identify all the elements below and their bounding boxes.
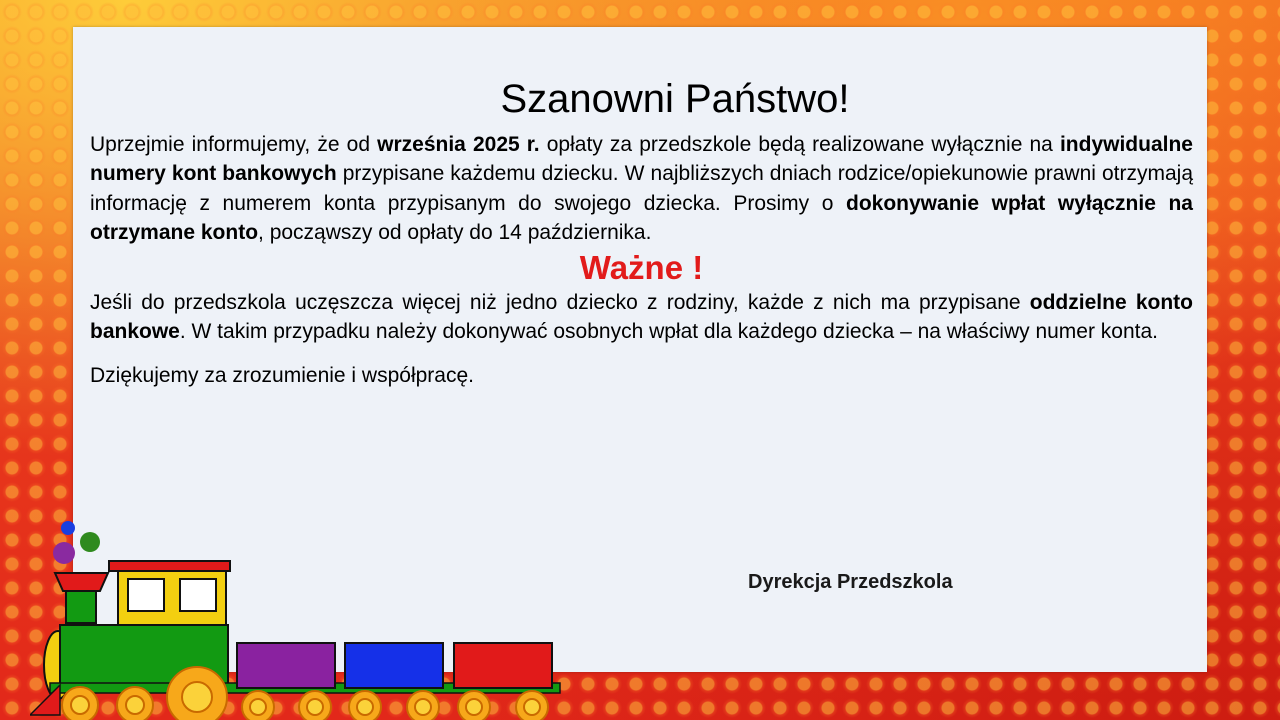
wagon-purple	[237, 643, 335, 688]
paragraph-siblings	[90, 288, 1193, 347]
p1-text-1: Uprzejmie informujemy, że od	[90, 133, 378, 156]
p1-text-4: , począwszy od opłaty do 14 października.	[258, 221, 652, 245]
cab-roof	[109, 561, 230, 571]
wheel-hub	[71, 696, 89, 714]
wagon-wheels	[242, 691, 548, 720]
chimney	[66, 591, 96, 623]
cow-catcher	[30, 685, 60, 715]
cab-window-left	[128, 579, 164, 611]
smoke-puff-blue	[61, 521, 75, 535]
paragraph-thanks: Dziękujemy za zrozumienie i współpracę.	[90, 364, 474, 388]
cab-window-right	[180, 579, 216, 611]
p1-text-2: opłaty za przedszkole będą realizowane wyłącznie na	[539, 133, 1060, 156]
wagon-blue	[345, 643, 443, 688]
wheel-hub	[524, 699, 540, 715]
p1-text-3: przypisane każdemu dziecku. W najbliższych dniach rodzice/opiekunowie prawni otrzymają informację z numerem konta przypisanym do swojego dziecka. Prosimy o	[90, 162, 1193, 215]
p1-bold-date: września 2025 r.	[377, 133, 540, 156]
wheel-hub	[250, 699, 266, 715]
wagon-red	[454, 643, 552, 688]
important-heading: Ważne !	[579, 248, 704, 286]
wheel-hub	[415, 699, 431, 715]
chimney-top	[55, 573, 108, 591]
paragraph-payment-info	[90, 130, 1193, 248]
wheel-hub	[357, 699, 373, 715]
smoke-puff-purple	[53, 542, 75, 564]
wheel-hub	[466, 699, 482, 715]
p1-bold-accounts: indywidualne numery kont bankowych	[90, 133, 1193, 186]
wheel-hub	[126, 696, 144, 714]
p2-text-2: . W takim przypadku należy dokonywać osobnych wpłat dla każdego dziecka – na właściwy numer konta.	[179, 320, 1159, 344]
p2-text-1: Jeśli do przedszkola uczęszcza więcej niż jedno dziecko z rodziny, każde z nich ma przypisane	[90, 290, 1030, 314]
p1-bold-instruction: dokonywanie wpłat wyłącznie na otrzymane konto	[90, 191, 1193, 245]
notice-title: Szanowni Państwo!	[500, 77, 850, 121]
wheel-hub	[182, 682, 212, 712]
toy-train-illustration	[30, 515, 570, 720]
signature: Dyrekcja Przedszkola	[748, 571, 953, 593]
notice-body	[90, 130, 1193, 391]
smoke-puff-green	[80, 532, 100, 552]
wheel-hub	[307, 699, 323, 715]
p2-bold-account: oddzielne konto bankowe	[90, 290, 1193, 344]
